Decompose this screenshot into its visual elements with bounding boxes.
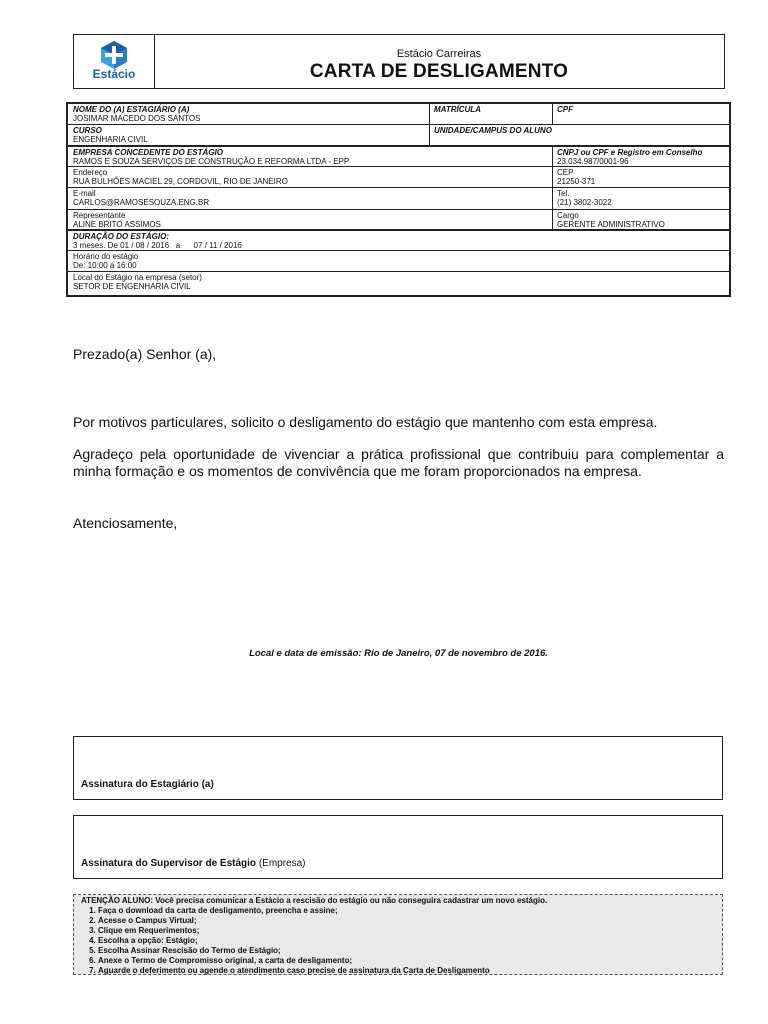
logo-cell (74, 35, 155, 88)
empresa-cell (68, 147, 552, 166)
internship-info-table (66, 102, 731, 297)
curso-value: ENGENHARIA CIVIL (73, 135, 148, 144)
local-label: Local do Estágio na empresa (setor) (73, 273, 202, 282)
tel-value: (21) 3802-3022 (557, 198, 612, 207)
cep-value: 21250-371 (557, 177, 596, 186)
matricula-label: MATRÍCULA (434, 105, 481, 114)
empresa-label: EMPRESA CONCEDENTE DO ESTÁGIO (73, 148, 223, 157)
header-subtitle: Estácio Carreiras (396, 48, 482, 60)
nome-cell (68, 104, 429, 124)
local-cell (68, 272, 729, 295)
attention-step: 3. Clique em Requerimentos; (98, 926, 722, 936)
attention-heading: ATENÇÃO ALUNO: Você precisa comunicar a Estácio a rescisão do estágio ou não conseguira cadastrar um novo estágio. (81, 896, 548, 905)
attention-step: 2. Acesse o Campus Virtual; (98, 916, 722, 926)
matricula-cell (429, 104, 552, 124)
endereco-label: Endereço (73, 168, 108, 177)
email-cell (68, 188, 552, 209)
cargo-value: GERENTE ADMINISTRATIVO (557, 220, 665, 229)
unidade-cell (429, 125, 729, 145)
horario-cell (68, 251, 729, 271)
tel-label: Tel. (557, 189, 570, 198)
attention-step: 4. Escolha a opção: Estágio; (98, 936, 722, 946)
horario-label: Horário do estágio (73, 252, 139, 261)
attention-step: 7. Aguarde o deferimento ou agende o atendimento caso precise de assinatura da Carta de Desligamento (98, 966, 722, 976)
letter-paragraph-2: Agradeço pela oportunidade de vivenciar a prática profissional que contribuiu para complementar a minha formação e os momentos de convivência que me foram proporcionados na empresa. (73, 446, 724, 479)
estacio-logo-icon (99, 40, 129, 70)
attention-step: 5. Escolha Assinar Rescisão do Termo de Estágio; (98, 946, 722, 956)
horario-value: De: 10:00 a 16:00 (73, 261, 137, 270)
attention-notice (73, 894, 723, 975)
duracao-value: 3 meses. De 01 / 08 / 2016 a 07 / 11 / 2016 (73, 241, 242, 250)
duracao-cell (68, 231, 729, 250)
curso-cell (68, 125, 429, 145)
curso-label: CURSO (73, 126, 102, 135)
empresa-value: RAMOS E SOUZA SERVIÇOS DE CONSTRUÇÃO E REFORMA LTDA - EPP (73, 157, 350, 166)
representante-value: ALINE BRITO ASSIMOS (73, 220, 161, 229)
cpf-label: CPF (557, 105, 573, 114)
nome-value: JOSIMAR MACEDO DOS SANTOS (73, 114, 201, 123)
supervisor-signature-label: Assinatura do Supervisor de Estágio (Empresa) (81, 858, 306, 869)
cargo-label: Cargo (557, 211, 579, 220)
cnpj-value: 23.034.987/0001-96 (557, 157, 629, 166)
tel-cell (552, 188, 729, 209)
student-signature-label: Assinatura do Estagiário (a) (81, 779, 214, 790)
email-value: CARLOS@RAMOSESOUZA.ENG.BR (73, 198, 210, 207)
logo-text: Estácio (92, 67, 136, 81)
nome-label: NOME DO (A) ESTAGIÁRIO (A) (73, 105, 190, 114)
letter-paragraph-1: Por motivos particulares, solicito o desligamento do estágio que mantenho com esta empresa. (73, 414, 658, 430)
attention-step: 6. Anexe o Termo de Compromisso original, a carta de desligamento; (98, 956, 722, 966)
representante-cell (68, 210, 552, 229)
cnpj-label: CNPJ ou CPF e Registro em Conselho (557, 148, 703, 157)
student-signature-box[interactable] (73, 736, 723, 800)
cpf-cell (552, 104, 729, 124)
cargo-cell (552, 210, 729, 229)
supervisor-signature-box[interactable] (73, 815, 723, 879)
letter-closing: Atenciosamente, (73, 515, 178, 531)
representante-label: Representante (73, 211, 126, 220)
local-value: SETOR DE ENGENHARIA CIVIL (73, 282, 191, 291)
attention-steps (81, 906, 722, 976)
unidade-label: UNIDADE/CAMPUS DO ALUNO (434, 126, 552, 135)
endereco-cell (68, 167, 552, 187)
letter-greeting: Prezado(a) Senhor (a), (73, 346, 217, 362)
cep-label: CEP (557, 168, 574, 177)
endereco-value: RUA BULHÕES MACIEL 29, CORDOVIL, RIO DE JANEIRO (73, 177, 288, 186)
document-header (73, 34, 725, 89)
duracao-label: DURAÇÃO DO ESTÁGIO: (73, 232, 169, 241)
cep-cell (552, 167, 729, 187)
cnpj-cell (552, 147, 729, 166)
email-label: E-mail (73, 189, 96, 198)
attention-step: 1. Faça o download da carta de desligamento, preencha e assine; (98, 906, 722, 916)
document-title: CARTA DE DESLIGAMENTO (309, 61, 569, 82)
emission-place-date: Local e data de emissão: Rio de Janeiro, 07 de novembro de 2016. (249, 648, 548, 659)
